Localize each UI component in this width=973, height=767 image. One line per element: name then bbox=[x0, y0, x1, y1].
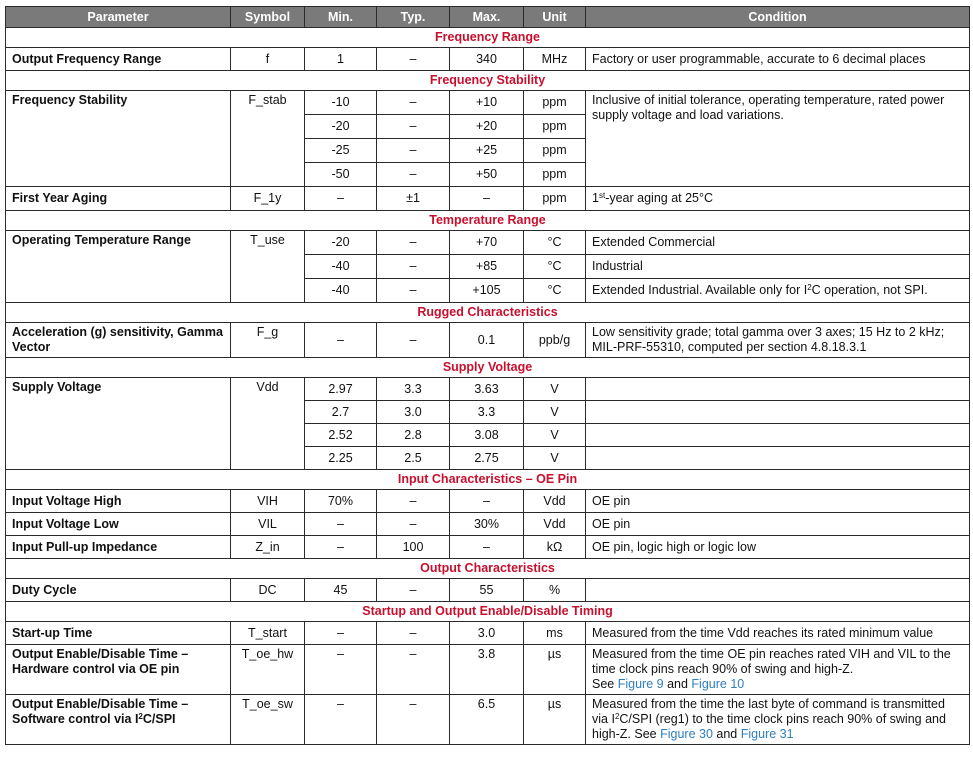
typ-cell: – bbox=[377, 645, 450, 695]
header-row bbox=[6, 7, 970, 28]
unit-cell: V bbox=[524, 401, 586, 424]
unit-cell: ppm bbox=[524, 115, 586, 139]
table-row bbox=[6, 645, 970, 695]
typ-cell: – bbox=[377, 622, 450, 645]
unit-cell: V bbox=[524, 424, 586, 447]
condition-cell bbox=[586, 424, 970, 447]
param-cell: Duty Cycle bbox=[6, 579, 231, 602]
unit-cell: ppb/g bbox=[524, 323, 586, 358]
symbol-cell: T_oe_sw bbox=[231, 695, 305, 745]
max-cell: +70 bbox=[450, 231, 524, 255]
unit-cell: Vdd bbox=[524, 513, 586, 536]
condition-cell bbox=[586, 579, 970, 602]
param-cell: First Year Aging bbox=[6, 187, 231, 211]
unit-cell: °C bbox=[524, 279, 586, 303]
table-row bbox=[6, 48, 970, 71]
max-cell: 2.75 bbox=[450, 447, 524, 470]
min-cell: -40 bbox=[305, 279, 377, 303]
symbol-cell: T_oe_hw bbox=[231, 645, 305, 695]
typ-cell: – bbox=[377, 490, 450, 513]
param-cell: Input Voltage Low bbox=[6, 513, 231, 536]
typ-cell: ±1 bbox=[377, 187, 450, 211]
table-row bbox=[6, 490, 970, 513]
unit-cell: ppm bbox=[524, 91, 586, 115]
unit-cell: MHz bbox=[524, 48, 586, 71]
table-row bbox=[6, 323, 970, 358]
typ-cell: – bbox=[377, 91, 450, 115]
max-cell: 55 bbox=[450, 579, 524, 602]
min-cell: 70% bbox=[305, 490, 377, 513]
symbol-cell: F_stab bbox=[231, 91, 305, 187]
condition-text: C operation, not SPI. bbox=[811, 283, 928, 297]
param-cell: Output Enable/Disable Time – Hardware control via OE pin bbox=[6, 645, 231, 695]
figure-31-link[interactable]: Figure 31 bbox=[740, 727, 794, 741]
figure-9-link[interactable]: Figure 9 bbox=[617, 677, 664, 691]
superscript: 2 bbox=[807, 283, 812, 292]
condition-cell: Factory or user programmable, accurate to 6 decimal places bbox=[586, 48, 970, 71]
table-row bbox=[6, 579, 970, 602]
condition-cell bbox=[586, 695, 970, 745]
symbol-cell: VIL bbox=[231, 513, 305, 536]
typ-cell: 100 bbox=[377, 536, 450, 559]
table-row bbox=[6, 91, 970, 115]
symbol-cell: Z_in bbox=[231, 536, 305, 559]
condition-cell: Inclusive of initial tolerance, operating temperature, rated power supply voltage and load variations. bbox=[586, 91, 970, 187]
min-cell: 45 bbox=[305, 579, 377, 602]
max-cell: 340 bbox=[450, 48, 524, 71]
unit-cell: ppm bbox=[524, 139, 586, 163]
typ-cell: 3.0 bbox=[377, 401, 450, 424]
param-cell bbox=[6, 695, 231, 745]
min-cell: 2.52 bbox=[305, 424, 377, 447]
max-cell: +85 bbox=[450, 255, 524, 279]
header-min: Min. bbox=[305, 7, 377, 28]
superscript: st bbox=[598, 191, 606, 200]
condition-text: and bbox=[716, 727, 738, 741]
table-row bbox=[6, 513, 970, 536]
condition-text: Measured from the time OE pin reaches rated VIH and VIL to the time clock pins reach 90% of swing and high-Z. bbox=[592, 647, 951, 676]
min-cell: -20 bbox=[305, 231, 377, 255]
max-cell: 30% bbox=[450, 513, 524, 536]
min-cell: -50 bbox=[305, 163, 377, 187]
param-text: C/SPI bbox=[142, 712, 176, 726]
typ-cell: – bbox=[377, 115, 450, 139]
max-cell: 3.3 bbox=[450, 401, 524, 424]
condition-cell bbox=[586, 279, 970, 303]
section-row bbox=[6, 211, 970, 231]
superscript: 2 bbox=[138, 712, 143, 721]
header-condition: Condition bbox=[586, 7, 970, 28]
min-cell: – bbox=[305, 513, 377, 536]
param-cell: Input Pull-up Impedance bbox=[6, 536, 231, 559]
condition-text: Measured from the time the last byte of command is transmitted via I bbox=[592, 697, 945, 726]
header-typ: Typ. bbox=[377, 7, 450, 28]
section-title: Startup and Output Enable/Disable Timing bbox=[6, 602, 970, 622]
header-parameter: Parameter bbox=[6, 7, 231, 28]
section-row bbox=[6, 559, 970, 579]
spec-table bbox=[5, 6, 970, 745]
section-row bbox=[6, 470, 970, 490]
condition-cell: Low sensitivity grade; total gamma over 3 axes; 15 Hz to 2 kHz; MIL-PRF-55310, computed per section 4.8.18.3.1 bbox=[586, 323, 970, 358]
typ-cell: – bbox=[377, 231, 450, 255]
symbol-cell: Vdd bbox=[231, 378, 305, 470]
condition-text: Extended Industrial. Available only for I bbox=[592, 283, 808, 297]
param-cell: Output Frequency Range bbox=[6, 48, 231, 71]
section-title: Frequency Range bbox=[6, 28, 970, 48]
typ-cell: 3.3 bbox=[377, 378, 450, 401]
condition-cell: OE pin bbox=[586, 490, 970, 513]
min-cell: 2.97 bbox=[305, 378, 377, 401]
param-cell: Acceleration (g) sensitivity, Gamma Vector bbox=[6, 323, 231, 358]
unit-cell: µs bbox=[524, 695, 586, 745]
min-cell: – bbox=[305, 695, 377, 745]
max-cell: +50 bbox=[450, 163, 524, 187]
min-cell: 2.25 bbox=[305, 447, 377, 470]
unit-cell: kΩ bbox=[524, 536, 586, 559]
condition-cell bbox=[586, 645, 970, 695]
condition-cell: OE pin, logic high or logic low bbox=[586, 536, 970, 559]
table-row bbox=[6, 622, 970, 645]
typ-cell: – bbox=[377, 139, 450, 163]
min-cell: – bbox=[305, 536, 377, 559]
max-cell: 6.5 bbox=[450, 695, 524, 745]
condition-cell: Measured from the time Vdd reaches its rated minimum value bbox=[586, 622, 970, 645]
unit-cell: °C bbox=[524, 255, 586, 279]
table-row bbox=[6, 695, 970, 745]
header-unit: Unit bbox=[524, 7, 586, 28]
condition-cell: Extended Commercial bbox=[586, 231, 970, 255]
condition-cell bbox=[586, 378, 970, 401]
typ-cell: – bbox=[377, 163, 450, 187]
condition-cell: Industrial bbox=[586, 255, 970, 279]
min-cell: – bbox=[305, 645, 377, 695]
section-row bbox=[6, 358, 970, 378]
max-cell: – bbox=[450, 187, 524, 211]
typ-cell: 2.5 bbox=[377, 447, 450, 470]
section-title: Rugged Characteristics bbox=[6, 303, 970, 323]
max-cell: +10 bbox=[450, 91, 524, 115]
param-cell: Supply Voltage bbox=[6, 378, 231, 470]
section-title: Supply Voltage bbox=[6, 358, 970, 378]
condition-cell bbox=[586, 447, 970, 470]
typ-cell: – bbox=[377, 255, 450, 279]
condition-cell bbox=[586, 187, 970, 211]
typ-cell: – bbox=[377, 279, 450, 303]
section-row bbox=[6, 71, 970, 91]
section-row bbox=[6, 28, 970, 48]
symbol-cell: f bbox=[231, 48, 305, 71]
symbol-cell: F_1y bbox=[231, 187, 305, 211]
unit-cell: % bbox=[524, 579, 586, 602]
param-cell: Operating Temperature Range bbox=[6, 231, 231, 303]
unit-cell: °C bbox=[524, 231, 586, 255]
table-row bbox=[6, 187, 970, 211]
condition-text: See bbox=[592, 677, 615, 691]
max-cell: +105 bbox=[450, 279, 524, 303]
typ-cell: – bbox=[377, 513, 450, 536]
symbol-cell: F_g bbox=[231, 323, 305, 358]
param-cell: Input Voltage High bbox=[6, 490, 231, 513]
symbol-cell: T_use bbox=[231, 231, 305, 303]
condition-text: -year aging at 25°C bbox=[605, 191, 714, 205]
typ-cell: – bbox=[377, 48, 450, 71]
section-title: Input Characteristics – OE Pin bbox=[6, 470, 970, 490]
unit-cell: µs bbox=[524, 645, 586, 695]
header-max: Max. bbox=[450, 7, 524, 28]
typ-cell: 2.8 bbox=[377, 424, 450, 447]
symbol-cell: DC bbox=[231, 579, 305, 602]
max-cell: 3.0 bbox=[450, 622, 524, 645]
min-cell: 1 bbox=[305, 48, 377, 71]
table-row bbox=[6, 231, 970, 255]
unit-cell: Vdd bbox=[524, 490, 586, 513]
max-cell: 0.1 bbox=[450, 323, 524, 358]
min-cell: – bbox=[305, 187, 377, 211]
unit-cell: ms bbox=[524, 622, 586, 645]
min-cell: 2.7 bbox=[305, 401, 377, 424]
min-cell: -20 bbox=[305, 115, 377, 139]
unit-cell: V bbox=[524, 447, 586, 470]
table-row bbox=[6, 536, 970, 559]
condition-cell: OE pin bbox=[586, 513, 970, 536]
typ-cell: – bbox=[377, 579, 450, 602]
param-cell: Start-up Time bbox=[6, 622, 231, 645]
min-cell: – bbox=[305, 323, 377, 358]
param-cell: Frequency Stability bbox=[6, 91, 231, 187]
typ-cell: – bbox=[377, 323, 450, 358]
symbol-cell: T_start bbox=[231, 622, 305, 645]
table-row bbox=[6, 378, 970, 401]
condition-cell bbox=[586, 401, 970, 424]
figure-10-link[interactable]: Figure 10 bbox=[691, 677, 745, 691]
section-row bbox=[6, 303, 970, 323]
figure-30-link[interactable]: Figure 30 bbox=[660, 727, 713, 741]
max-cell: 3.8 bbox=[450, 645, 524, 695]
max-cell: +25 bbox=[450, 139, 524, 163]
typ-cell: – bbox=[377, 695, 450, 745]
section-title: Output Characteristics bbox=[6, 559, 970, 579]
unit-cell: V bbox=[524, 378, 586, 401]
max-cell: – bbox=[450, 490, 524, 513]
min-cell: – bbox=[305, 622, 377, 645]
condition-text: C/SPI (reg1) to the time clock pins reach 90% of swing and high-Z. See bbox=[592, 712, 946, 741]
superscript: 2 bbox=[614, 712, 620, 721]
symbol-cell: VIH bbox=[231, 490, 305, 513]
condition-text: 1 bbox=[592, 191, 599, 205]
unit-cell: ppm bbox=[524, 163, 586, 187]
min-cell: -10 bbox=[305, 91, 377, 115]
section-row bbox=[6, 602, 970, 622]
max-cell: 3.08 bbox=[450, 424, 524, 447]
condition-text: and bbox=[667, 677, 688, 691]
max-cell: – bbox=[450, 536, 524, 559]
min-cell: -40 bbox=[305, 255, 377, 279]
section-title: Temperature Range bbox=[6, 211, 970, 231]
param-text: Output Enable/Disable Time – Software control via I bbox=[12, 697, 189, 726]
header-symbol: Symbol bbox=[231, 7, 305, 28]
max-cell: +20 bbox=[450, 115, 524, 139]
max-cell: 3.63 bbox=[450, 378, 524, 401]
unit-cell: ppm bbox=[524, 187, 586, 211]
section-title: Frequency Stability bbox=[6, 71, 970, 91]
min-cell: -25 bbox=[305, 139, 377, 163]
